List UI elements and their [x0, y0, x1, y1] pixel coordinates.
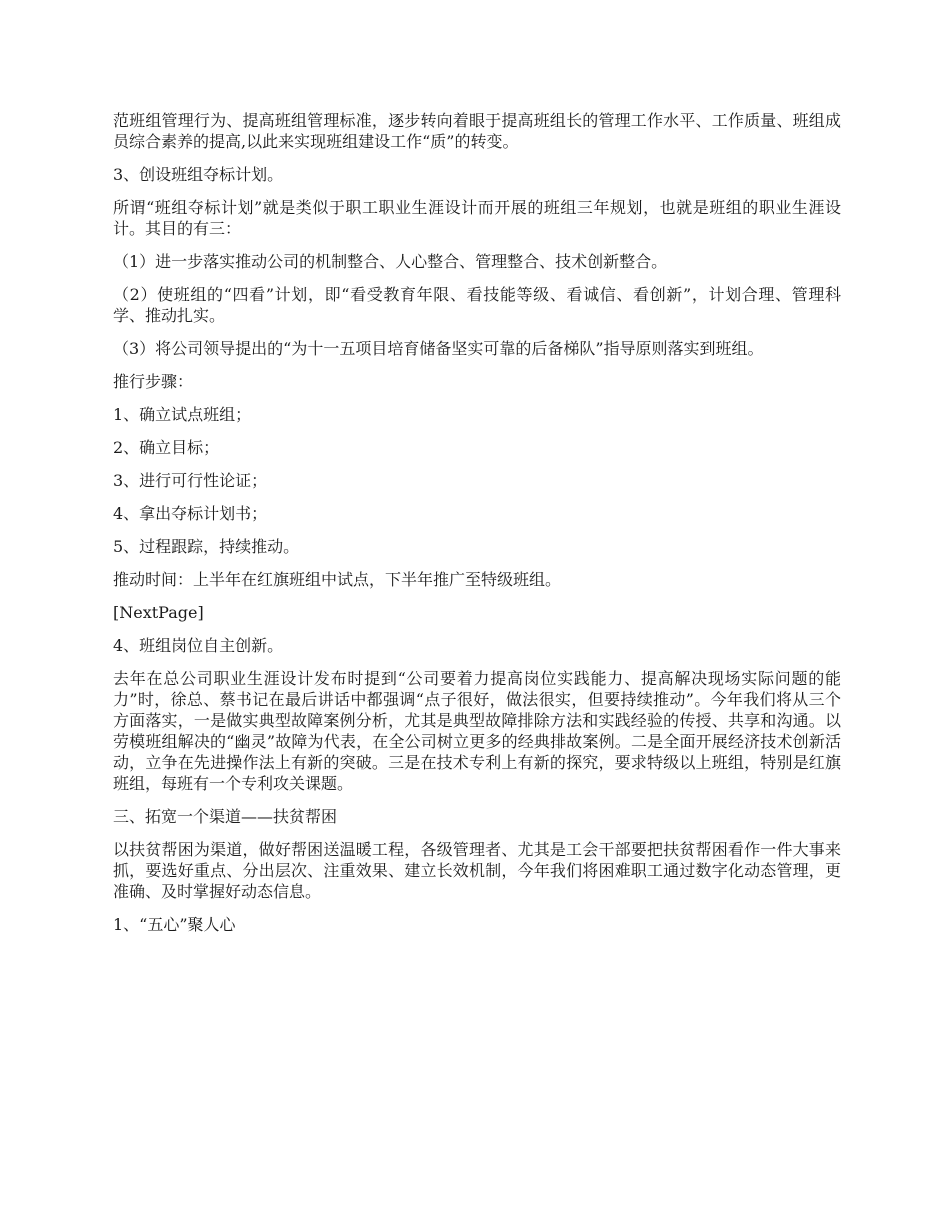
document-page	[113, 110, 841, 947]
next-page-marker: [NextPage]	[113, 603, 204, 622]
step-item-2: 2、确立目标；	[113, 438, 220, 457]
section-heading-3: 三、拓宽一个渠道——扶贫帮困	[113, 807, 338, 826]
step-item-4: 4、拿出夺标计划书；	[113, 504, 268, 523]
paragraph-poverty-aid: 以扶贫帮困为渠道，做好帮困送温暖工程，各级管理者、尤其是工会干部要把扶贫帮困看作一件大事来抓，要选好重点、分出层次、注重效果、建立长效机制，今年我们将困难职工通过数字化动态管理，更准确、及时掌握好动态信息。	[113, 840, 841, 901]
subheading-five-hearts: 1、“五心”聚人心	[113, 915, 236, 934]
paragraph-plan-intro: 所谓“班组夺标计划”就是类似于职工职业生涯设计而开展的班组三年规划，也就是班组的职业生涯设计。其目的有三：	[113, 198, 841, 238]
step-item-3: 3、进行可行性论证；	[113, 471, 268, 490]
step-item-1: 1、确立试点班组；	[113, 405, 252, 424]
heading-item-4: 4、班组岗位自主创新。	[113, 636, 284, 655]
heading-item-3: 3、创设班组夺标计划。	[113, 165, 284, 184]
list-item-purpose-3: （3）将公司领导提出的“为十一五项目培育储备坚实可靠的后备梯队”指导原则落实到班组。	[113, 339, 764, 358]
steps-heading: 推行步骤：	[113, 372, 194, 391]
list-item-purpose-2: （2）使班组的“四看”计划，即“看受教育年限、看技能等级、看诚信、看创新”，计划合理、管理科学、推动扎实。	[113, 285, 841, 325]
schedule-text: 推动时间：上半年在红旗班组中试点，下半年推广至特级班组。	[113, 570, 562, 589]
paragraph-innovation: 去年在总公司职业生涯设计发布时提到“公司要着力提高岗位实践能力、提高解决现场实际问题的能力”时，徐总、蔡书记在最后讲话中都强调“点子很好，做法很实，但要持续推动”。今年我们将从三个方面落实，一是做实典型故障案例分析，尤其是典型故障排除方法和实践经验的传授、共享和沟通。以劳模班组解决的“幽灵”故障为代表，在全公司树立更多的经典排故案例。二是全面开展经济技术创新活动，立争在先进操作法上有新的突破。三是在技术专利上有新的探究，要求特级以上班组，特别是红旗班组，每班有一个专利攻关课题。	[113, 669, 841, 793]
step-item-5: 5、过程跟踪，持续推动。	[113, 537, 300, 556]
list-item-purpose-1: （1）进一步落实推动公司的机制整合、人心整合、管理整合、技术创新整合。	[113, 252, 668, 271]
paragraph-continuation: 范班组管理行为、提高班组管理标准，逐步转向着眼于提高班组长的管理工作水平、工作质量、班组成员综合素养的提高,以此来实现班组建设工作“质”的转变。	[113, 111, 841, 151]
